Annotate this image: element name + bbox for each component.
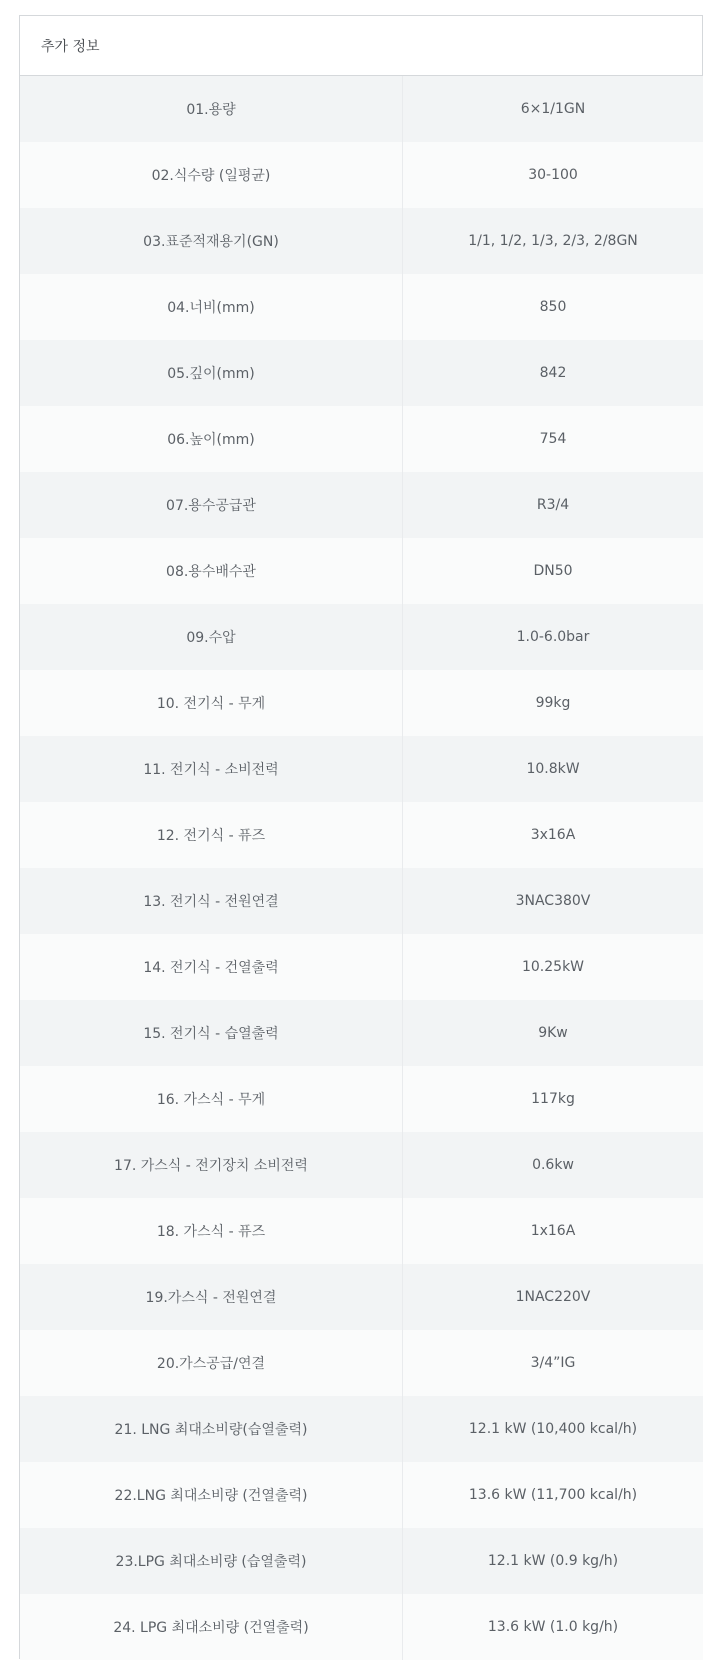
spec-label: 19.가스식 - 전원연결	[20, 1264, 403, 1330]
spec-value: 0.6kw	[403, 1132, 704, 1198]
spec-value: R3/4	[403, 472, 704, 538]
panel-title: 추가 정보	[20, 16, 702, 76]
spec-row	[20, 1594, 703, 1660]
spec-value: 30-100	[403, 142, 704, 208]
spec-label: 22.LNG 최대소비량 (건열출력)	[20, 1462, 403, 1528]
spec-row	[20, 208, 703, 274]
spec-label: 05.깊이(mm)	[20, 340, 403, 406]
spec-label: 16. 가스식 - 무게	[20, 1066, 403, 1132]
spec-row	[20, 274, 703, 340]
spec-value: 3NAC380V	[403, 868, 704, 934]
spec-label: 15. 전기식 - 습열출력	[20, 1000, 403, 1066]
spec-label: 20.가스공급/연결	[20, 1330, 403, 1396]
spec-row	[20, 1264, 703, 1330]
spec-row	[20, 604, 703, 670]
spec-row	[20, 472, 703, 538]
spec-row	[20, 1462, 703, 1528]
spec-label: 07.용수공급관	[20, 472, 403, 538]
spec-label: 09.수압	[20, 604, 403, 670]
spec-label: 04.너비(mm)	[20, 274, 403, 340]
spec-label: 10. 전기식 - 무게	[20, 670, 403, 736]
spec-value: 13.6 kW (11,700 kcal/h)	[403, 1462, 704, 1528]
spec-value: 99kg	[403, 670, 704, 736]
spec-label: 13. 전기식 - 전원연결	[20, 868, 403, 934]
spec-value: 10.25kW	[403, 934, 704, 1000]
spec-row	[20, 340, 703, 406]
spec-label: 12. 전기식 - 퓨즈	[20, 802, 403, 868]
spec-row	[20, 1330, 703, 1396]
spec-value: 13.6 kW (1.0 kg/h)	[403, 1594, 704, 1660]
spec-row	[20, 802, 703, 868]
spec-label: 02.식수량 (일평균)	[20, 142, 403, 208]
spec-label: 01.용량	[20, 76, 403, 142]
spec-value: 10.8kW	[403, 736, 704, 802]
spec-value: 9Kw	[403, 1000, 704, 1066]
spec-row	[20, 1066, 703, 1132]
spec-row	[20, 1396, 703, 1462]
spec-value: 1NAC220V	[403, 1264, 704, 1330]
spec-row	[20, 1198, 703, 1264]
spec-row	[20, 868, 703, 934]
spec-value: 1x16A	[403, 1198, 704, 1264]
spec-value: DN50	[403, 538, 704, 604]
spec-label: 08.용수배수관	[20, 538, 403, 604]
spec-row	[20, 76, 703, 142]
spec-row	[20, 1528, 703, 1594]
spec-row	[20, 538, 703, 604]
spec-row	[20, 1132, 703, 1198]
spec-label: 21. LNG 최대소비량(습열출력)	[20, 1396, 403, 1462]
spec-value: 842	[403, 340, 704, 406]
spec-table	[20, 76, 703, 1660]
spec-value: 117kg	[403, 1066, 704, 1132]
spec-row	[20, 1000, 703, 1066]
spec-value: 6×1/1GN	[403, 76, 704, 142]
additional-info-panel	[19, 15, 703, 1659]
spec-label: 03.표준적재용기(GN)	[20, 208, 403, 274]
spec-label: 06.높이(mm)	[20, 406, 403, 472]
spec-row	[20, 670, 703, 736]
spec-label: 24. LPG 최대소비량 (건열출력)	[20, 1594, 403, 1660]
spec-row	[20, 934, 703, 1000]
spec-value: 754	[403, 406, 704, 472]
spec-row	[20, 406, 703, 472]
spec-label: 23.LPG 최대소비량 (습열출력)	[20, 1528, 403, 1594]
spec-row	[20, 142, 703, 208]
spec-value: 12.1 kW (0.9 kg/h)	[403, 1528, 704, 1594]
spec-value: 3/4”IG	[403, 1330, 704, 1396]
spec-label: 11. 전기식 - 소비전력	[20, 736, 403, 802]
spec-label: 18. 가스식 - 퓨즈	[20, 1198, 403, 1264]
spec-value: 1/1, 1/2, 1/3, 2/3, 2/8GN	[403, 208, 704, 274]
spec-label: 17. 가스식 - 전기장치 소비전력	[20, 1132, 403, 1198]
spec-table-body	[20, 76, 703, 1660]
spec-value: 850	[403, 274, 704, 340]
spec-value: 1.0-6.0bar	[403, 604, 704, 670]
spec-row	[20, 736, 703, 802]
spec-value: 3x16A	[403, 802, 704, 868]
spec-label: 14. 전기식 - 건열출력	[20, 934, 403, 1000]
spec-value: 12.1 kW (10,400 kcal/h)	[403, 1396, 704, 1462]
